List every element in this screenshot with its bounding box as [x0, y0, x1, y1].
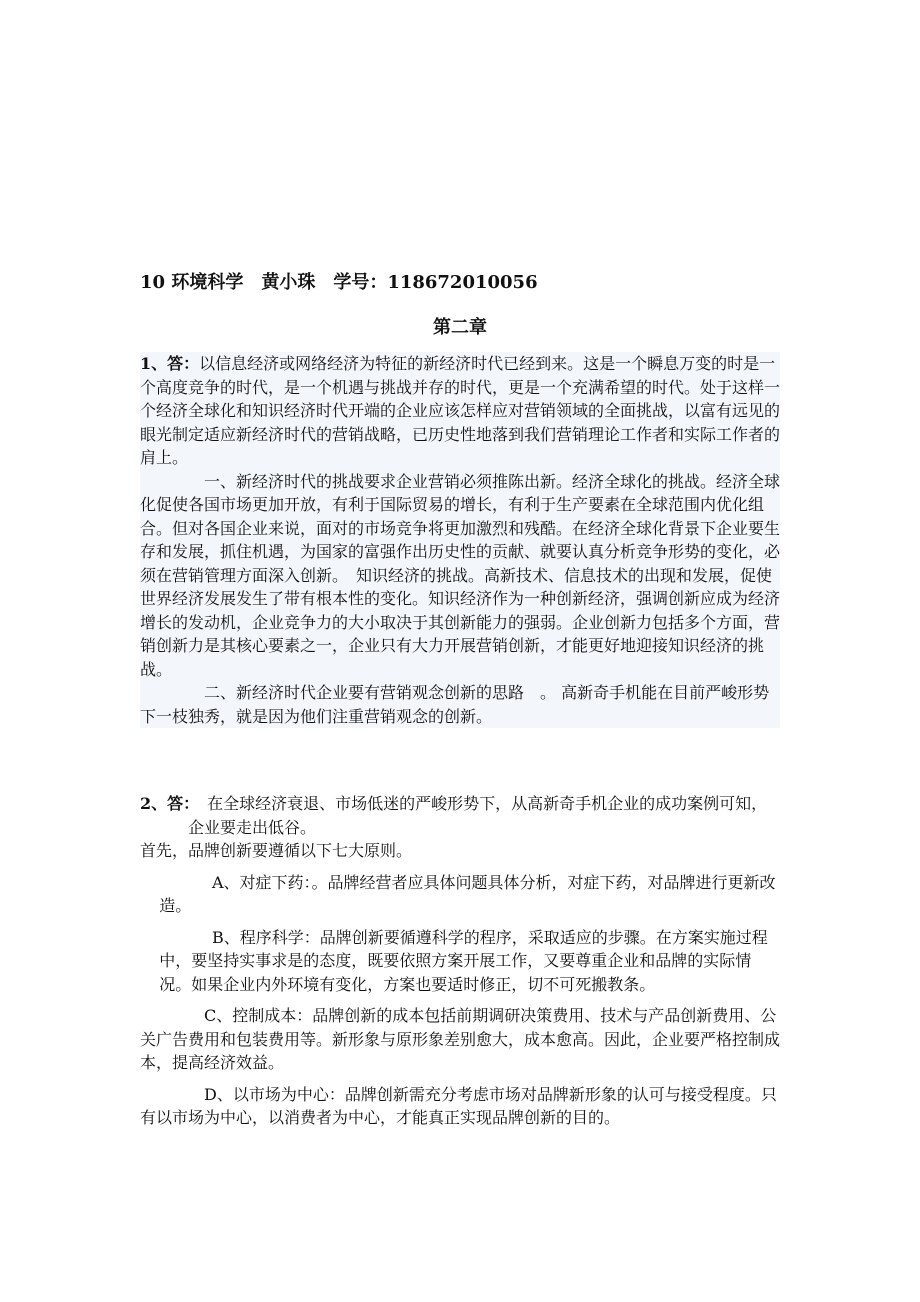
answer-2-label: 2、答： — [140, 794, 192, 813]
answer-1-intro-text: 以信息经济或网络经济为特征的新经济时代已经到来。这是一个瞬息万变的时是一个高度竞争的时代，是一个机遇与挑战并存的时代，更是一个充满希望的时代。处于这样一个经济全球化和知识经济时代开端的企业应该怎样应对营销领域的全面挑战，以富有远见的眼光制定适应新经济时代的营销战略，已历史性地落到我们营销理论工作者和实际工作者的肩上。 — [140, 354, 781, 467]
answer-2-first: 首先，品牌创新要遵循以下七大原则。 — [140, 841, 413, 860]
answer-2-section — [140, 792, 780, 1130]
answer-2-intro-text: 在全球经济衰退、市场低迷的严峻形势下，从高新奇手机企业的成功案例可知，企业要走出低谷。 — [188, 794, 768, 837]
answer-1-section — [140, 352, 780, 728]
student-header: 10 环境科学 黄小珠 学号：118672010056 — [140, 272, 538, 293]
answer-2-intro — [140, 792, 780, 839]
principle-a: A、对症下药：。品牌经营者应具体问题具体分析，对症下药，对品牌进行更新改造。 — [159, 872, 776, 915]
answer-1-paragraph-1: 一、新经济时代的挑战要求企业营销必须推陈出新。经济全球化的挑战。经济全球化促使各国市场更加开放，有利于国际贸易的增长，有利于生产要素在全球范围内优化组合。但对各国企业来说，面对的市场竞争将更加激烈和残酷。在经济全球化背景下企业要生存和发展，抓住机遇，为国家的富强作出历史性的贡献、就要认真分析竞争形势的变化，必须在营销管理方面深入创新。 知识经济的挑战。高新技术、信息技术的出现和发展，促使世界经济发展发生了带有根本性的变化。知识经济作为一种创新经济，强调创新应成为经济增长的发动机，企业竞争力的大小取决于其创新能力的强弱。企业创新力包括多个方面，营销创新力是其核心要素之一，企业只有大力开展营销创新，才能更好地迎接知识经济的挑战。 — [140, 470, 780, 682]
answer-1-paragraph-2: 二、新经济时代企业要有营销观念创新的思路 。 高新奇手机能在目前严峻形势下一枝独秀，就是因为他们注重营销观念的创新。 — [140, 681, 780, 728]
principle-c: C、控制成本：品牌创新的成本包括前期调研决策费用、技术与产品创新费用、公关广告费用和包装费用等。新形象与原形象差别愈大，成本愈高。因此，企业要严格控制成本，提高经济效益。 — [140, 1006, 781, 1072]
principle-b: B、程序科学：品牌创新要循遵科学的程序，采取适应的步骤。在方案实施过程中，要坚持实事求是的态度，既要依照方案开展工作，又要尊重企业和品牌的实际情况。如果企业内外环境有变化，方案也要适时修正，切不可死搬教条。 — [159, 927, 768, 994]
principle-d: D、以市场为中心：品牌创新需充分考虑市场对品牌新形象的认可与接受程度。只有以市场为中心，以消费者为中心，才能真正实现品牌创新的目的。 — [140, 1084, 777, 1127]
answer-1-label: 1、答： — [140, 354, 200, 373]
answer-1-intro — [140, 352, 780, 470]
chapter-title: 第二章 — [433, 317, 487, 338]
